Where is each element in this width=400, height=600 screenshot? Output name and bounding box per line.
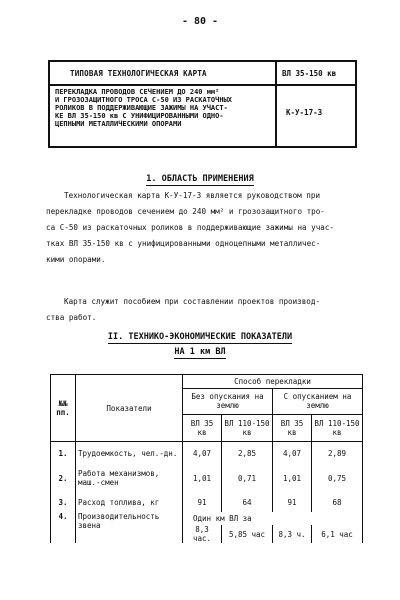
row-value: 6,1 час	[312, 525, 363, 543]
row-value: 2,85	[222, 442, 273, 465]
paragraph-line: Технологическая карта К-У-17-3 является руководством при	[64, 191, 321, 200]
row-value: 4,07	[273, 442, 312, 465]
paragraph-line: кими опорами.	[46, 255, 106, 264]
table-row	[51, 512, 363, 525]
tech-card-header	[48, 60, 357, 148]
row-name: Трудоемкость, чел.-дн.	[76, 442, 183, 465]
table-row	[51, 492, 363, 512]
row-value: 68	[312, 492, 363, 512]
table-row	[51, 464, 363, 492]
paragraph-line: тках ВЛ 35-150 кв с унифицированными одноцепными металличес-	[46, 239, 321, 248]
table-header-row	[51, 375, 363, 389]
card-description-line: ЦЕПНЫМИ МЕТАЛЛИЧЕСКИМИ ОПОРАМИ	[55, 120, 182, 128]
card-divider	[50, 84, 355, 86]
subheader-cell: ВЛ 35 кв	[183, 414, 222, 441]
header-num: №№ пп.	[51, 375, 76, 442]
section1-heading	[0, 174, 400, 184]
row-value: 5,85 час	[222, 525, 273, 543]
header-indicators: Показатели	[76, 375, 183, 442]
row-number: 3.	[51, 492, 76, 512]
row-name: Расход топлива, кг	[76, 492, 183, 512]
row-name: Производительность звена	[76, 512, 183, 543]
card-description	[55, 88, 273, 128]
row-value: 64	[222, 492, 273, 512]
card-title: ТИПОВАЯ ТЕХНОЛОГИЧЕСКАЯ КАРТА	[70, 69, 207, 78]
row-value: 91	[183, 492, 222, 512]
row-number: 2.	[51, 464, 76, 492]
section1-paragraph-2	[46, 294, 374, 326]
row-value: 8,3 час.	[183, 525, 222, 543]
card-description-line: КЕ ВЛ 35-150 кв С УНИФИЦИРОВАННЫМИ ОДНО-	[55, 112, 224, 120]
section2-subheading-text: НА 1 км ВЛ	[174, 347, 226, 357]
paragraph-line: са С-50 из раскаточных роликов в поддерживающие зажимы на учас-	[46, 223, 335, 232]
subheader-cell: ВЛ 110-150 кв	[312, 414, 363, 441]
header-with-lowering: С опусканием на землю	[273, 389, 363, 414]
table-row	[51, 442, 363, 465]
paragraph-line: Карта служит пособием при составлении проектов производ-	[64, 297, 321, 306]
header-method: Способ перекладки	[183, 375, 363, 389]
card-description-line: И ГРОЗОЗАЩИТНОГО ТРОСА С-50 ИЗ РАСКАТОЧНЫХ	[55, 96, 233, 104]
section2-heading-text: II. ТЕХНИКО-ЭКОНОМИЧЕСКИЕ ПОКАЗАТЕЛИ	[107, 332, 293, 342]
indicators-table	[50, 374, 363, 543]
paragraph-line: перекладке проводов сечением до 240 мм² и грозозащитного тро-	[46, 207, 325, 216]
card-divider	[275, 62, 277, 146]
row-value: 91	[273, 492, 312, 512]
page-number: - 80 -	[181, 16, 219, 27]
card-voltage: ВЛ 35-150 кв	[282, 69, 337, 78]
subheader-cell: ВЛ 35 кв	[273, 414, 312, 441]
row-number: 1.	[51, 442, 76, 465]
row-value-merged: Один км ВЛ за	[183, 512, 363, 525]
section1-heading-text: 1. ОБЛАСТЬ ПРИМЕНЕНИЯ	[146, 174, 254, 184]
card-code: К-У-17-3	[286, 108, 323, 117]
row-value: 1,01	[183, 464, 222, 492]
row-value: 4,07	[183, 442, 222, 465]
row-value: 0,75	[312, 464, 363, 492]
header-without-lowering: Без опускания на землю	[183, 389, 273, 414]
section2-heading	[0, 332, 400, 342]
section1-paragraph	[46, 188, 374, 268]
row-value: 1,01	[273, 464, 312, 492]
row-value: 0,71	[222, 464, 273, 492]
row-name: Работа механизмов, маш.-смен	[76, 464, 183, 492]
row-number: 4.	[51, 512, 76, 543]
card-description-line: РОЛИКОВ В ПОДДЕРЖИВАЮЩИЕ ЗАЖИМЫ НА УЧАСТ-	[55, 104, 228, 112]
subheader-cell: ВЛ 110-150 кв	[222, 414, 273, 441]
section2-subheading	[0, 347, 400, 357]
card-description-line: ПЕРЕКЛАДКА ПРОВОДОВ СЕЧЕНИЕМ ДО 240 мм²	[55, 88, 220, 96]
paragraph-line: ства работ.	[46, 313, 97, 322]
row-value: 2,89	[312, 442, 363, 465]
row-value: 8,3 ч.	[273, 525, 312, 543]
